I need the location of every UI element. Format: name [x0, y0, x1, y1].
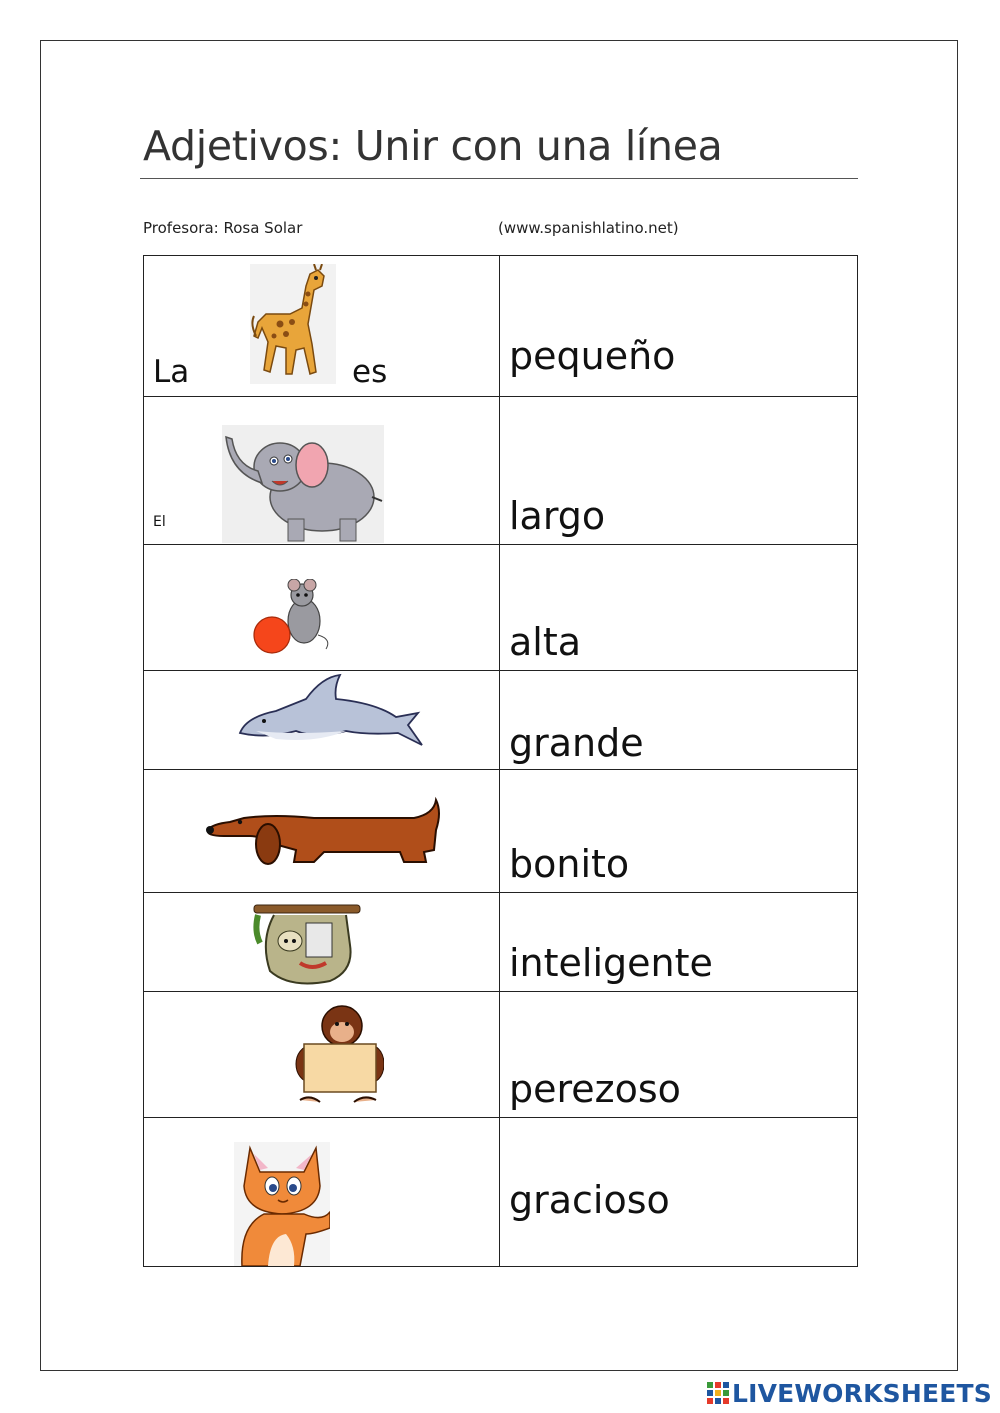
picture-cell — [144, 545, 500, 671]
table-row — [144, 1118, 858, 1267]
website-label: (www.spanishlatino.net) — [498, 219, 679, 237]
mouse-with-ball-picture — [252, 579, 332, 655]
liveworksheets-logo[interactable] — [707, 1379, 992, 1407]
monkey-with-sign-picture — [292, 1002, 384, 1108]
adjective-word: largo — [509, 494, 606, 538]
title-divider — [140, 178, 858, 179]
adjective-cell — [500, 770, 858, 893]
cat-picture — [234, 1142, 330, 1266]
adjective-word: alta — [509, 620, 582, 664]
adjective-word: grande — [509, 721, 644, 765]
picture-cell — [144, 397, 500, 545]
picture-cell — [144, 671, 500, 770]
liveworksheets-logo-text: LIVEWORKSHEETS — [731, 1378, 992, 1408]
elephant-picture — [222, 425, 384, 543]
left-word-la: La — [153, 354, 190, 390]
adjective-word: inteligente — [509, 941, 713, 985]
left-word-el: El — [153, 514, 166, 530]
left-word-es: es — [352, 354, 388, 390]
table-row — [144, 770, 858, 893]
picture-cell — [144, 1118, 500, 1267]
author-label: Profesora: Rosa Solar — [143, 219, 303, 237]
table-row — [144, 671, 858, 770]
picture-cell — [144, 770, 500, 893]
adjective-cell — [500, 893, 858, 992]
dachshund-picture — [204, 796, 442, 872]
dolphin-picture — [236, 673, 424, 747]
picture-cell — [144, 992, 500, 1118]
table-row — [144, 545, 858, 671]
liveworksheets-grid-icon — [707, 1382, 729, 1404]
worksheet-title: Adjetivos: Unir con una línea — [143, 122, 723, 170]
table-row — [144, 893, 858, 992]
adjective-cell — [500, 992, 858, 1118]
matching-table — [143, 255, 858, 1267]
adjective-cell — [500, 545, 858, 671]
table-row — [144, 992, 858, 1118]
adjective-word: perezoso — [509, 1067, 681, 1111]
adjective-cell — [500, 397, 858, 545]
picture-cell — [144, 256, 500, 397]
picture-cell — [144, 893, 500, 992]
sloth-picture — [250, 901, 364, 989]
giraffe-picture — [250, 264, 336, 384]
adjective-word: gracioso — [509, 1178, 670, 1222]
table-row — [144, 397, 858, 545]
adjective-word: pequeño — [509, 334, 676, 378]
adjective-word: bonito — [509, 842, 630, 886]
adjective-cell — [500, 671, 858, 770]
adjective-cell — [500, 1118, 858, 1267]
table-row — [144, 256, 858, 397]
adjective-cell — [500, 256, 858, 397]
